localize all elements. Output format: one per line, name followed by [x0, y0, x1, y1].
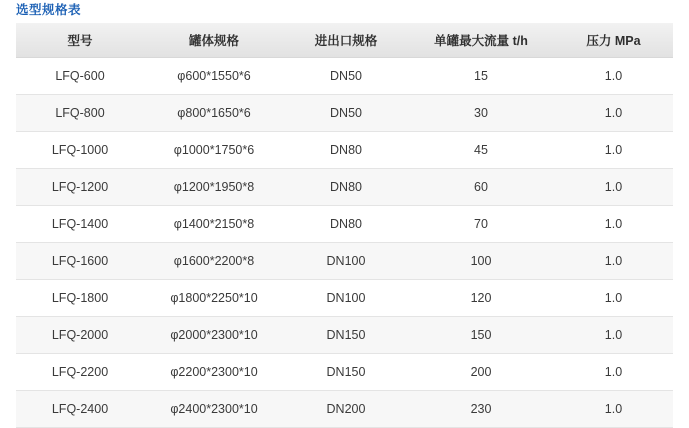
cell-port-spec: DN150 [284, 354, 408, 391]
table-row [16, 280, 673, 317]
cell-tank-spec: φ800*1650*6 [144, 95, 284, 132]
cell-port-spec: DN80 [284, 169, 408, 206]
specification-table [16, 23, 673, 428]
cell-max-flow: 100 [408, 243, 554, 280]
cell-tank-spec: φ1400*2150*8 [144, 206, 284, 243]
cell-tank-spec: φ2400*2300*10 [144, 391, 284, 428]
cell-port-spec: DN80 [284, 206, 408, 243]
cell-model: LFQ-1200 [16, 169, 144, 206]
cell-max-flow: 15 [408, 58, 554, 95]
cell-port-spec: DN100 [284, 243, 408, 280]
table-row [16, 132, 673, 169]
cell-tank-spec: φ1200*1950*8 [144, 169, 284, 206]
cell-port-spec: DN150 [284, 317, 408, 354]
column-header-pressure: 压力 MPa [554, 23, 673, 58]
table-row [16, 169, 673, 206]
table-header [16, 23, 673, 58]
cell-max-flow: 60 [408, 169, 554, 206]
cell-port-spec: DN200 [284, 391, 408, 428]
cell-max-flow: 230 [408, 391, 554, 428]
cell-max-flow: 200 [408, 354, 554, 391]
table-body [16, 58, 673, 428]
cell-model: LFQ-2400 [16, 391, 144, 428]
table-row [16, 391, 673, 428]
cell-pressure: 1.0 [554, 206, 673, 243]
cell-max-flow: 150 [408, 317, 554, 354]
cell-max-flow: 45 [408, 132, 554, 169]
cell-port-spec: DN80 [284, 132, 408, 169]
cell-pressure: 1.0 [554, 243, 673, 280]
cell-pressure: 1.0 [554, 95, 673, 132]
column-header-max-flow: 单罐最大流量 t/h [408, 23, 554, 58]
cell-pressure: 1.0 [554, 354, 673, 391]
cell-pressure: 1.0 [554, 132, 673, 169]
cell-model: LFQ-1600 [16, 243, 144, 280]
cell-max-flow: 70 [408, 206, 554, 243]
cell-model: LFQ-1000 [16, 132, 144, 169]
cell-tank-spec: φ600*1550*6 [144, 58, 284, 95]
cell-model: LFQ-1400 [16, 206, 144, 243]
cell-tank-spec: φ2200*2300*10 [144, 354, 284, 391]
column-header-port-spec: 进出口规格 [284, 23, 408, 58]
cell-port-spec: DN100 [284, 280, 408, 317]
cell-pressure: 1.0 [554, 317, 673, 354]
table-header-row [16, 23, 673, 58]
cell-tank-spec: φ1000*1750*6 [144, 132, 284, 169]
table-row [16, 354, 673, 391]
cell-max-flow: 120 [408, 280, 554, 317]
cell-pressure: 1.0 [554, 391, 673, 428]
cell-pressure: 1.0 [554, 169, 673, 206]
cell-port-spec: DN50 [284, 58, 408, 95]
table-row [16, 95, 673, 132]
cell-tank-spec: φ1600*2200*8 [144, 243, 284, 280]
table-row [16, 243, 673, 280]
cell-max-flow: 30 [408, 95, 554, 132]
page-title: 选型规格表 [16, 3, 82, 17]
cell-model: LFQ-2000 [16, 317, 144, 354]
column-header-model: 型号 [16, 23, 144, 58]
cell-model: LFQ-1800 [16, 280, 144, 317]
cell-tank-spec: φ1800*2250*10 [144, 280, 284, 317]
table-row [16, 206, 673, 243]
cell-model: LFQ-2200 [16, 354, 144, 391]
cell-model: LFQ-800 [16, 95, 144, 132]
column-header-tank-spec: 罐体规格 [144, 23, 284, 58]
table-row [16, 58, 673, 95]
table-row [16, 317, 673, 354]
cell-tank-spec: φ2000*2300*10 [144, 317, 284, 354]
cell-pressure: 1.0 [554, 280, 673, 317]
cell-pressure: 1.0 [554, 58, 673, 95]
cell-port-spec: DN50 [284, 95, 408, 132]
cell-model: LFQ-600 [16, 58, 144, 95]
